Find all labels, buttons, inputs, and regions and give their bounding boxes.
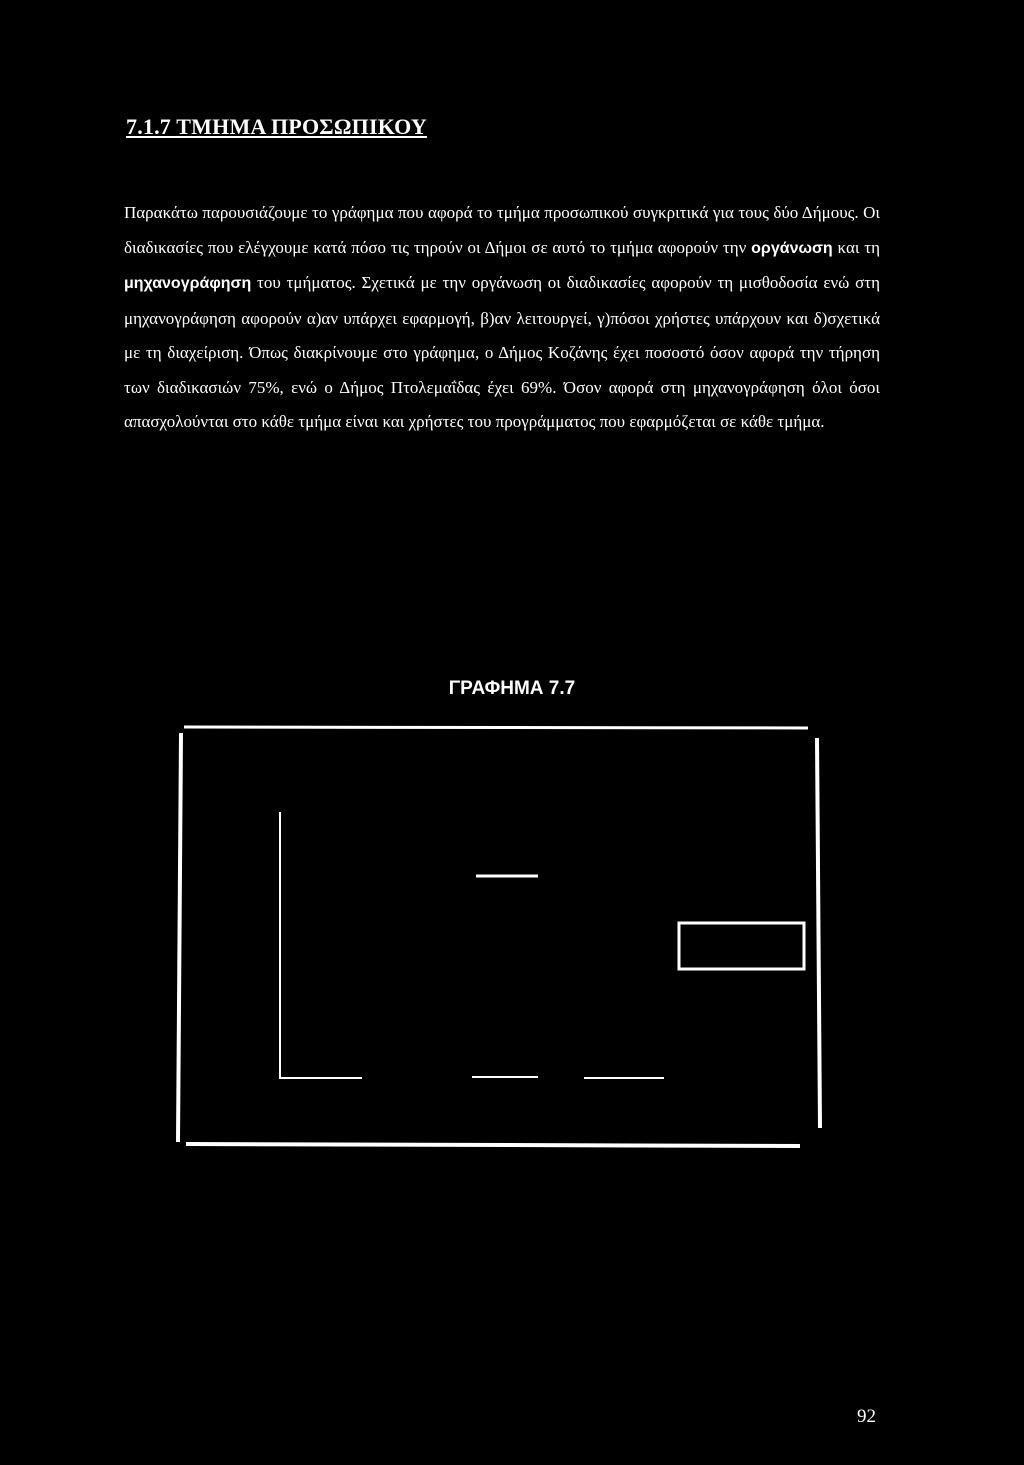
paragraph-text-2: και τη <box>832 237 880 257</box>
paragraph-text-1: Παρακάτω παρουσιάζουμε το γράφημα που αφορά το τμήμα προσωπικού συγκριτικά για τους δύο Δήμους. Οι διαδικασίες που ελέγχουμε κατά πόσο τις τηρούν οι Δήμοι σε αυτό το τμήμα αφορούν την <box>124 203 880 257</box>
paragraph-bold-computerisation: μηχανογράφηση <box>124 275 252 292</box>
chart-legend-box <box>679 923 804 969</box>
frame-top-border <box>184 727 808 728</box>
frame-bottom-border <box>186 1144 800 1146</box>
paragraph-text-3: του τμήματος. Σχετικά με την οργάνωση οι διαδικασίες αφορούν τη μισθοδοσία ενώ στη μηχανογράφηση αφορούν α)αν υπάρχει εφαρμογή, β)αν λειτουργεί, γ)πόσοι χρήστες υπάρχουν και δ)σχετικά με τη διαχείριση. Όπως διακρίνουμε στο γράφημα, ο Δήμος Κοζάνης έχει ποσοστό όσον αφορά την τήρηση των διαδικασιών 75%, ενώ ο Δήμος Πτολεμαΐδας έχει 69%. Όσον αφορά στη μηχανογράφηση όλοι όσοι απασχολούνται στο κάθε τμήμα είναι και χρήστες του προγράμματος που εφαρμόζεται σε κάθε τμήμα. <box>124 273 880 431</box>
paragraph-bold-organisation: οργάνωση <box>751 239 833 257</box>
frame-left-border <box>178 733 181 1142</box>
section-heading: 7.1.7 ΤΜΗΜΑ ΠΡΟΣΩΠΙΚΟΥ <box>126 114 427 139</box>
figure-caption: ΓΡΑΦΗΜΑ 7.7 <box>448 678 576 699</box>
page-number: 92 <box>857 1406 876 1427</box>
frame-right-border <box>817 738 820 1128</box>
